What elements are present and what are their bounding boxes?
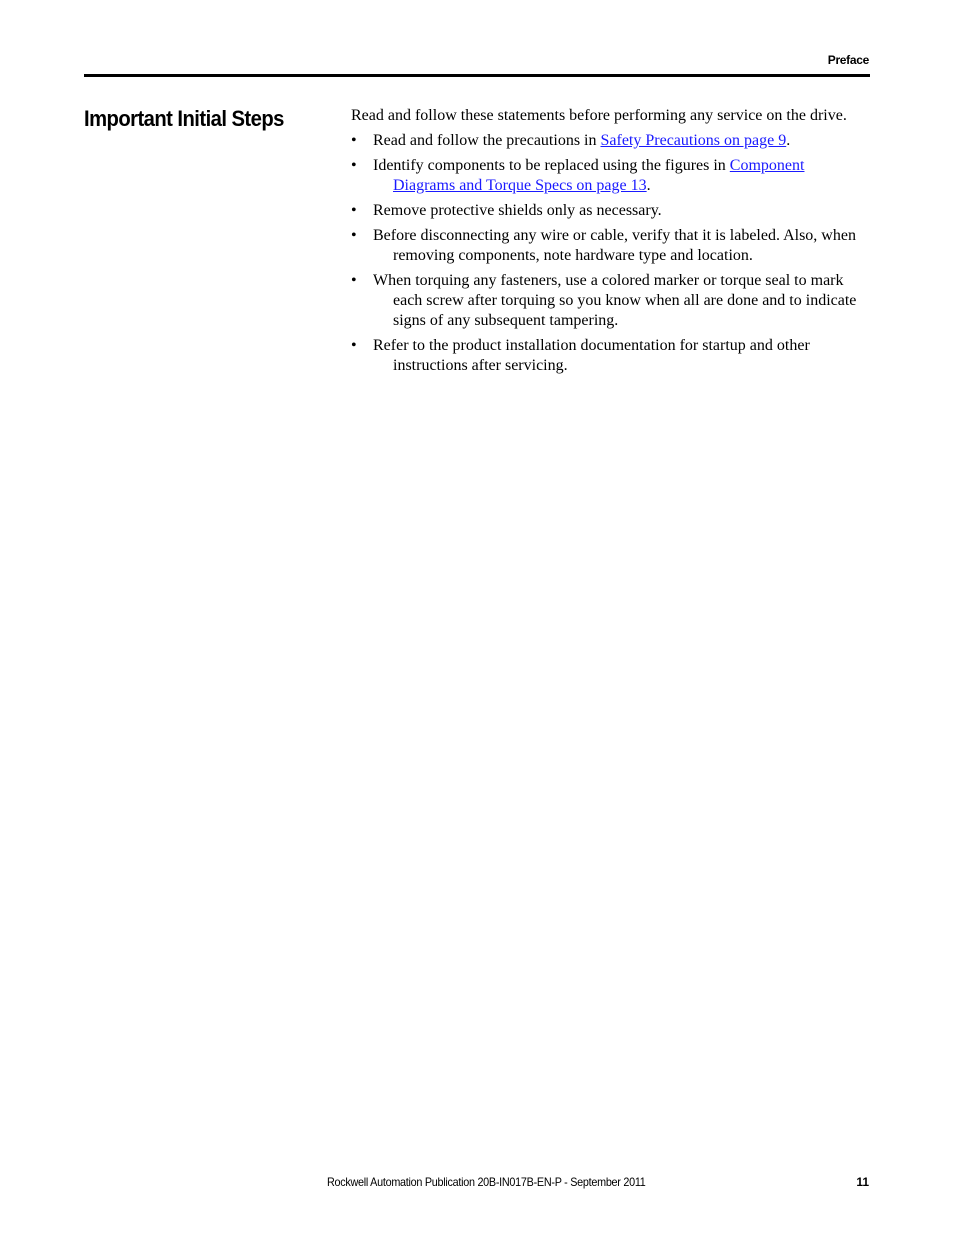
list-item: [351, 131, 861, 151]
component-diagrams-link[interactable]: Component Diagrams and Torque Specs on page 13: [393, 157, 805, 194]
list-item-text-end: .: [646, 177, 651, 194]
bullet-icon: •: [351, 202, 357, 219]
footer-publication: Rockwell Automation Publication 20B-IN017B-EN-P - September 2011: [327, 1175, 646, 1189]
list-item: [351, 156, 861, 196]
bullet-icon: •: [351, 337, 357, 354]
list-item: [351, 201, 861, 221]
running-header-section: Preface: [827, 53, 869, 67]
list-item: [351, 226, 861, 266]
list-item-text: Remove protective shields only as necessary.: [373, 202, 662, 219]
list-item-text: Refer to the product installation documentation for startup and other instructions after servicing.: [373, 337, 810, 374]
list-item-text-end: .: [786, 132, 791, 149]
list-item-text: When torquing any fasteners, use a colored marker or torque seal to mark each screw after torquing so you know when all are done and to indicate signs of any subsequent tampering.: [373, 272, 857, 329]
section-heading: Important Initial Steps: [84, 106, 284, 131]
list-item: [351, 271, 861, 331]
section-body: [351, 106, 861, 381]
header-rule: [84, 74, 870, 77]
list-item-text: Read and follow the precautions in: [373, 132, 601, 149]
bullet-icon: •: [351, 272, 357, 289]
page-number: 11: [856, 1175, 869, 1189]
safety-precautions-link[interactable]: Safety Precautions on page 9: [600, 132, 787, 149]
steps-list: [351, 131, 861, 376]
list-item-text: Before disconnecting any wire or cable, verify that it is labeled. Also, when removing components, note hardware type and location.: [373, 227, 856, 264]
intro-paragraph: Read and follow these statements before performing any service on the drive.: [351, 107, 847, 124]
bullet-icon: •: [351, 227, 357, 244]
bullet-icon: •: [351, 132, 357, 149]
bullet-icon: •: [351, 157, 357, 174]
list-item-text: Identify components to be replaced using the figures in: [373, 157, 730, 174]
list-item: [351, 336, 861, 376]
